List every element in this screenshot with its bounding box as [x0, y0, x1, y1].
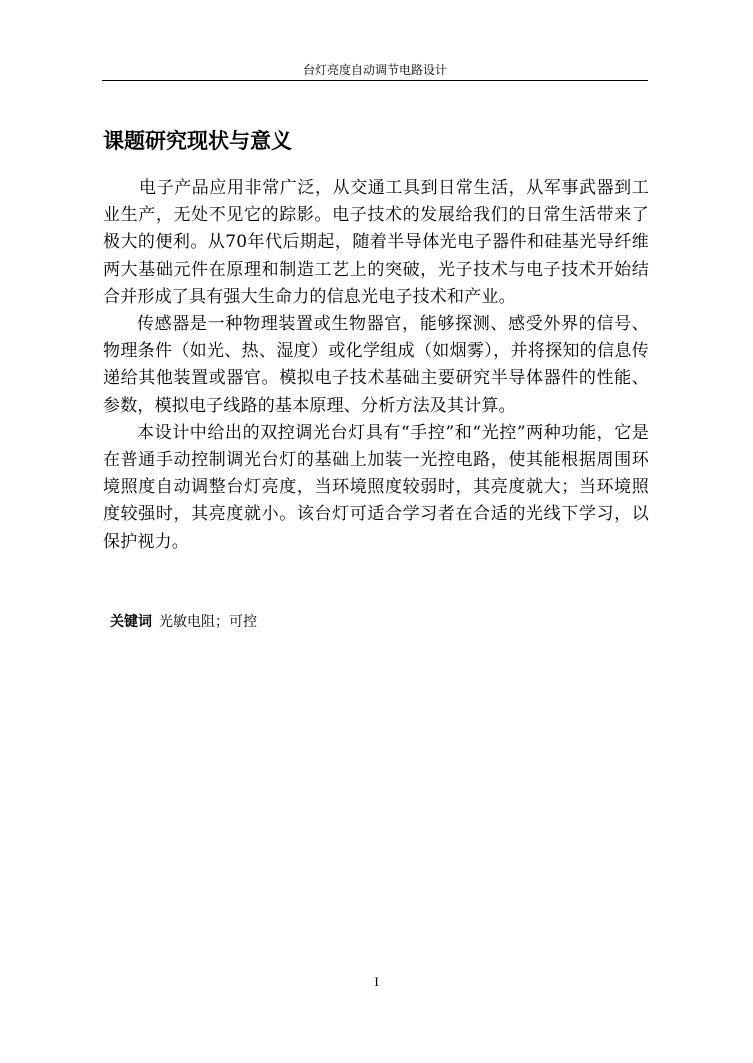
keywords-value: 光敏电阻；可控 — [159, 614, 257, 630]
body-text — [103, 175, 649, 556]
header-divider — [102, 80, 648, 81]
paragraph-1: 电子产品应用非常广泛，从交通工具到日常生活，从军事武器到工业生产，无处不见它的踪影。电子技术的发展给我们的日常生活带来了极大的便利。从70年代后期起，随着半导体光电子器件和硅基光导纤维两大基础元件在原理和制造工艺上的突破，光子技术与电子技术开始结合并形成了具有强大生命力的信息光电子技术和产业。 — [103, 178, 649, 307]
paragraph-2: 传感器是一种物理装置或生物器官，能够探测、感受外界的信号、物理条件（如光、热、湿度）或化学组成（如烟雾），并将探知的信息传递给其他装置或器官。模拟电子技术基础主要研究半导体器件的性能、参数，模拟电子线路的基本原理、分析方法及其计算。 — [103, 314, 649, 416]
keywords-label: 关键词 — [110, 614, 152, 630]
running-header: 台灯亮度自动调节电路设计 — [302, 63, 447, 77]
page-number: I — [374, 974, 379, 989]
section-title: 课题研究现状与意义 — [103, 129, 292, 153]
paragraph-3: 本设计中给出的双控调光台灯具有“手控”和“光控”两种功能，它是在普通手动控制调光台灯的基础上加装一光控电路，使其能根据周围环境照度自动调整台灯亮度，当环境照度较弱时，其亮度就大；当环境照度较强时，其亮度就小。该台灯可适合学习者在合适的光线下学习，以保护视力。 — [103, 422, 649, 552]
keywords-line — [110, 613, 257, 631]
